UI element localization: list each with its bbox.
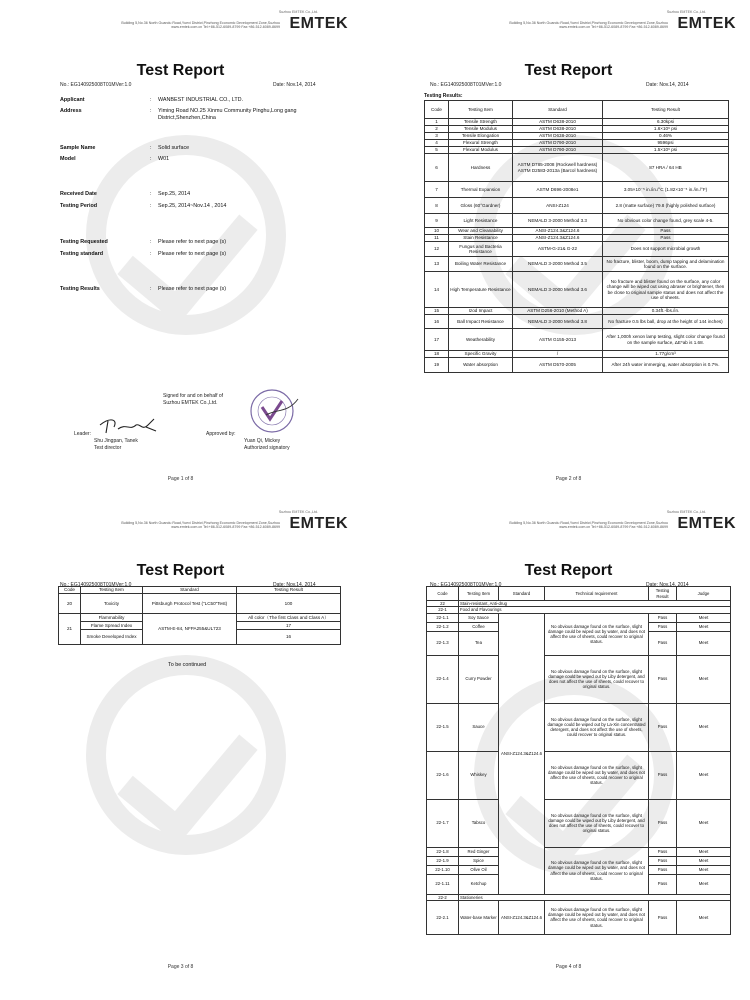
judge-cell: Meet (677, 622, 731, 631)
letterhead (103, 507, 348, 541)
result-cell: 1.77g/cm³ (603, 351, 729, 358)
signed-note: Signed for and on behalf of Suzhou EMTEK Co.,Ltd. (163, 393, 224, 406)
result-cell: Pass (649, 613, 677, 622)
report-number: No.: EG140925008T01MVer:1.0 (430, 582, 502, 588)
table-row (427, 799, 731, 847)
code-cell: 7 (425, 182, 449, 198)
code-cell: 19 (425, 358, 449, 373)
standard-cell: ASTM D790-2010 (513, 140, 603, 147)
standard-cell: ASTM D638-2010 (513, 119, 603, 126)
report-page-1 (8, 5, 353, 495)
judge-cell: Meet (677, 631, 731, 655)
result-cell: No fracture, blister, boom, dump tapping and delamination found on the surface. (603, 257, 729, 272)
standard-cell: ASTM D638-2010 (513, 126, 603, 133)
code-cell: 22 (427, 601, 459, 607)
results-table (424, 100, 729, 373)
item-cell: Weatherability (449, 329, 513, 351)
column-header: Code (425, 101, 449, 119)
report-title: Test Report (524, 562, 613, 579)
table-row (425, 315, 729, 329)
standard-cell: ASTM D785-2008 (Rockwell hardness) ASTM D2583-2013a (Barcol hardness) (513, 154, 603, 182)
report-page-4 (396, 505, 741, 995)
watermark-icon (86, 135, 286, 335)
column-header: Testing Item (459, 587, 499, 601)
table-header-row (425, 101, 729, 119)
item-cell: Specific Gravity (449, 351, 513, 358)
standard-row: Testing standard : Please refer to next page (s) (60, 251, 227, 257)
table-row (425, 358, 729, 373)
results-table (58, 586, 341, 645)
result-cell: Pass (603, 235, 729, 242)
table-row (427, 655, 731, 703)
report-title: Test Report (136, 562, 225, 579)
requirement-cell: No obvious damage found on the surface, slight damage could be wiped out by La-Xin concentrated detergent, and does not affect the use of sheets, could recover to original status. (545, 703, 649, 751)
item-cell: Gloss (60°Gardner) (449, 198, 513, 214)
table-row (427, 900, 731, 934)
column-header: Testing Result (649, 587, 677, 601)
code-cell: 1 (425, 119, 449, 126)
code-cell: 9 (425, 214, 449, 228)
standard-cell: ASTM D790-2010 (513, 147, 603, 154)
result-cell: Does not support microbial growth (603, 242, 729, 257)
requested-row: Testing Requested : Please refer to next page (s) (60, 239, 227, 245)
table-row (425, 272, 729, 308)
item-cell: Wear and Cleanability (449, 228, 513, 235)
table-row (425, 242, 729, 257)
item-cell: Stain Resistance (449, 235, 513, 242)
testing-results-label: Testing Results: (424, 93, 463, 99)
result-cell: Pass (649, 622, 677, 631)
standard-cell: ASTM-G-21& G-22 (513, 242, 603, 257)
code-cell: 22-1.4 (427, 655, 459, 703)
item-cell: Coffee (459, 622, 499, 631)
logo-subtitle: Suzhou EMTEK Co.,Ltd. (666, 510, 706, 514)
logo-subtitle: Suzhou EMTEK Co.,Ltd. (666, 10, 706, 14)
report-title: Test Report (136, 62, 225, 79)
table-row (425, 126, 729, 133)
standard-cell: ANSI-Z124.3&Z124.6 (513, 228, 603, 235)
table-row (425, 198, 729, 214)
code-cell: 3 (425, 133, 449, 140)
judge-cell: Meet (677, 655, 731, 703)
code-cell: 12 (425, 242, 449, 257)
column-header: Technical requirement (545, 587, 649, 601)
approved-signature-block: Yuan Qi, Mickey Authorized signatory (244, 438, 290, 451)
approved-label: Approved by: (206, 431, 236, 437)
item-cell: High Temperature Resistance (449, 272, 513, 308)
results-row: Testing Results : Please refer to next page (s) (60, 286, 227, 292)
table-row (425, 351, 729, 358)
column-header: Standard (513, 101, 603, 119)
requirement-cell: No obvious damage found on the surface, slight damage could be wiped out by water, and does not affect the use of sheets, could recover to original status. (545, 613, 649, 655)
item-cell: Red Ginger (459, 847, 499, 856)
report-number: No.: EG140925008T01MVer:1.0 (60, 582, 132, 588)
emtek-logo: EMTEK (289, 515, 348, 532)
table-row (427, 613, 731, 622)
item-cell: Sauce (459, 703, 499, 751)
standard-cell: NEMALD 3-2000 Method 3.5 (513, 257, 603, 272)
judge-cell: Meet (677, 865, 731, 874)
emtek-seal-icon (246, 387, 302, 435)
code-cell: 22-2.1 (427, 900, 459, 934)
item-cell: Water-base Marker (459, 900, 499, 934)
section-title: Stain-resistant, Anti-drug (459, 601, 731, 607)
code-cell: 4 (425, 140, 449, 147)
code-cell: 22-1.1 (427, 613, 459, 622)
judge-cell: Meet (677, 799, 731, 847)
table-row (427, 847, 731, 856)
column-header: Testing Item (449, 101, 513, 119)
standard-cell: NEMALD 3-2000 Method 3.8 (513, 315, 603, 329)
result-cell: Pass (603, 228, 729, 235)
table-header-row (427, 587, 731, 601)
column-header: Judge (677, 587, 731, 601)
received-row: Received Date : Sep.25, 2014 (60, 191, 191, 197)
result-cell: Pass (649, 856, 677, 865)
letterhead (491, 507, 736, 541)
standard-cell: / (513, 351, 603, 358)
leader-signature-icon (96, 413, 166, 435)
judge-cell: Meet (677, 847, 731, 856)
item-cell: Soy Sauce (459, 613, 499, 622)
result-cell: Pass (649, 631, 677, 655)
item-cell: Tensile Elongation (449, 133, 513, 140)
applicant-row: Applicant : WANBEST INDUSTRIAL CO., LTD. (60, 97, 244, 103)
letterhead-address: Building 5,No.36 North Guandu Road,Yuexi District,Pinzhong Economic Development Zone,Suzhou www.emtek.com.cn Tel:+86-512-6089-8799 Fax:+86-512-6089-8699 (509, 21, 668, 30)
result-cell: 87 HRA / 64 HB (603, 154, 729, 182)
result-cell: Pass (649, 751, 677, 799)
page-number: Page 3 of 8 (167, 964, 194, 970)
food-stain-table (426, 586, 731, 935)
table-row (425, 182, 729, 198)
standard-cell: NEMALD 3-2000 Method 3.6 (513, 272, 603, 308)
result-cell: 6.30kpsi (603, 119, 729, 126)
address-row-2: District,Shenzhen,China (158, 115, 216, 121)
column-header: Standard (499, 587, 545, 601)
judge-cell: Meet (677, 900, 731, 934)
requirement-cell: No obvious damage found on the surface, slight damage could be wiped out by water, and does not affect the use of sheets, could recover to original status. (545, 751, 649, 799)
standard-cell: ANSI-Z124 (513, 198, 603, 214)
item-cell: Olive Oil (459, 865, 499, 874)
report-title: Test Report (524, 62, 613, 79)
letterhead-address: Building 5,No.36 North Guandu Road,Yuexi District,Pinzhong Economic Development Zone,Suzhou www.emtek.com.cn Tel:+86-512-6089-8799 Fax:+86-512-6089-8699 (121, 521, 280, 530)
code-cell: 22-1.11 (427, 874, 459, 894)
code-cell: 11 (425, 235, 449, 242)
result-cell: No fracture 0.5 lbs ball, drop at the height of 144 inches) (603, 315, 729, 329)
item-cell: Spice (459, 856, 499, 865)
result-cell: 0.46% (603, 133, 729, 140)
item-cell: Flexural Strength (449, 140, 513, 147)
code-cell: 13 (425, 257, 449, 272)
report-page-2 (396, 5, 741, 495)
report-date: Date: Nov.14, 2014 (646, 582, 689, 588)
table-row (427, 751, 731, 799)
standard-cell: ANSI-Z124.3&Z124.6 (499, 900, 545, 934)
standard-cell: ASTM D638-2010 (513, 133, 603, 140)
standard-cell: NEMALD 3-2000 Method 3.3 (513, 214, 603, 228)
standard-cell: ASTM D256-2010 (Method A) (513, 308, 603, 315)
judge-cell: Meet (677, 613, 731, 622)
section-title: Stationeries (459, 894, 731, 900)
table-row: Flame Spread Index 17 (59, 622, 341, 630)
standard-cell: ANSI-Z124.3&Z124.6 (499, 613, 545, 894)
item-cell: Izod Impact (449, 308, 513, 315)
page-number: Page 2 of 8 (555, 476, 582, 482)
requirement-cell: No obvious damage found on the surface, slight damage could be wiped out by Liby detergent, and does not affect the use of sheets, could recover to original status. (545, 799, 649, 847)
report-number: No.: EG140925008T01MVer:1.0 (60, 82, 132, 88)
report-date: Date: Nov.14, 2014 (646, 82, 689, 88)
code-cell: 22-1.10 (427, 865, 459, 874)
sample-row: Sample Name : Solid surface (60, 145, 190, 151)
result-cell: No fracture and blister found on the surface, any color change will be wiped out using abraser or brightener, then be close to original sample status and does not affect the use of sheets. (603, 272, 729, 308)
code-cell: 5 (425, 147, 449, 154)
standard-cell: ASTM D570-2005 (513, 358, 603, 373)
item-cell: Light Resistance (449, 214, 513, 228)
judge-cell: Meet (677, 874, 731, 894)
requirement-cell: No obvious damage found on the surface, slight damage could be wiped out by water, and does not affect the use of sheets, could recover to original status. (545, 900, 649, 934)
emtek-logo: EMTEK (677, 15, 736, 32)
item-cell: Ball Impact Resistance (449, 315, 513, 329)
item-cell: Fungus and Bacteria Resistance (449, 242, 513, 257)
table-header-row: Code Testing Item Standard Testing Result (59, 587, 341, 594)
code-cell: 22-2 (427, 894, 459, 900)
result-cell: Pass (649, 847, 677, 856)
result-cell: After 24h water immerging, water absorption is 0.7%. (603, 358, 729, 373)
model-row: Model : W01 (60, 156, 170, 162)
emtek-logo: EMTEK (289, 15, 348, 32)
table-row: Smoke Developed Index 16 (59, 630, 341, 645)
letterhead-address: Building 5,No.36 North Guandu Road,Yuexi District,Pinzhong Economic Development Zone,Suzhou www.emtek.com.cn Tel:+86-512-6089-8799 Fax:+86-512-6089-8699 (509, 521, 668, 530)
result-cell: 9596psi (603, 140, 729, 147)
judge-cell: Meet (677, 703, 731, 751)
code-cell: 22-1.9 (427, 856, 459, 865)
code-cell: 18 (425, 351, 449, 358)
code-cell: 2 (425, 126, 449, 133)
code-cell: 16 (425, 315, 449, 329)
result-cell: 1.6×10⁶ psi (603, 126, 729, 133)
item-cell: Boiling Water Resistance (449, 257, 513, 272)
item-cell: Thermal Expansion (449, 182, 513, 198)
period-row: Testing Period : Sep.25, 2014~Nov.14 , 2014 (60, 203, 227, 209)
code-cell: 22-1.6 (427, 751, 459, 799)
code-cell: 10 (425, 228, 449, 235)
letterhead (103, 7, 348, 41)
logo-subtitle: Suzhou EMTEK Co.,Ltd. (278, 10, 318, 14)
item-cell: Water absorption (449, 358, 513, 373)
item-cell: Whiskey (459, 751, 499, 799)
result-cell: 3.05×10⁻⁵ in./in./°C (1.82×10⁻⁵ in./in./°F) (603, 182, 729, 198)
table-row (425, 235, 729, 242)
page-number: Page 1 of 8 (167, 476, 194, 482)
logo-subtitle: Suzhou EMTEK Co.,Ltd. (278, 510, 318, 514)
table-row (427, 703, 731, 751)
judge-cell: Meet (677, 856, 731, 865)
item-cell: Ketchup (459, 874, 499, 894)
result-cell: Pass (649, 799, 677, 847)
code-cell: 17 (425, 329, 449, 351)
requirement-cell: No obvious damage found on the surface, slight damage could be wiped out by Liby detergent, and does not affect the use of sheets, could recover to original status. (545, 655, 649, 703)
leader-signature-block: Shu Jingpan, Tanek Test director (94, 438, 138, 451)
letterhead-address: Building 5,No.36 North Guandu Road,Yuexi District,Pinzhong Economic Development Zone,Suzhou www.emtek.com.cn Tel:+86-512-6089-8799 Fax:+86-512-6089-8699 (121, 21, 280, 30)
table-row: 21 Flammability ASTM-E-84, NFPA255&UL723 All color（The first Class and Class A） (59, 614, 341, 622)
emtek-logo: EMTEK (677, 515, 736, 532)
column-header: Code (427, 587, 459, 601)
result-cell: No obvious color change found, grey scale 4-5. (603, 214, 729, 228)
result-cell: Pass (649, 865, 677, 874)
leader-label: Leader: (74, 431, 91, 437)
report-date: Date: Nov.14, 2014 (273, 82, 316, 88)
code-cell: 22-1.7 (427, 799, 459, 847)
result-cell: After 1,000h xenon lamp testing, slight color change found on the sample surface, ΔE*ab is 1.68. (603, 329, 729, 351)
code-cell: 22-1 (427, 607, 459, 613)
requirement-cell: No obvious damage found on the surface, slight damage could be wiped out by water, and does not affect the use of sheets, could recover to original status. (545, 847, 649, 894)
table-row (425, 147, 729, 154)
judge-cell: Meet (677, 751, 731, 799)
code-cell: 6 (425, 154, 449, 182)
code-cell: 15 (425, 308, 449, 315)
standard-cell: ANSI-Z124.3&Z124.6 (513, 235, 603, 242)
table-row: 20 Toxicity Pittsburgh Protocol Test ("LC50"Test) 100 (59, 594, 341, 614)
section-title: Food and Flavourings (459, 607, 731, 613)
item-cell: Hardness (449, 154, 513, 182)
item-cell: Flexural Modulus (449, 147, 513, 154)
address-row: Address : Yiming Road NO.25 Xinmu Community Pinghu,Long gang (60, 108, 297, 114)
code-cell: 22-1.3 (427, 631, 459, 655)
result-cell: Pass (649, 655, 677, 703)
code-cell: 14 (425, 272, 449, 308)
table-row (425, 154, 729, 182)
code-cell: 8 (425, 198, 449, 214)
table-row (425, 119, 729, 126)
item-cell: Tensile Strength (449, 119, 513, 126)
item-cell: Tea (459, 631, 499, 655)
table-row (425, 140, 729, 147)
result-cell: 0.34ft.-lbs./in. (603, 308, 729, 315)
result-cell: Pass (649, 703, 677, 751)
table-row (425, 257, 729, 272)
letterhead (491, 7, 736, 41)
continued-note: To be continued (168, 662, 207, 668)
report-date: Date: Nov.14, 2014 (273, 582, 316, 588)
table-row (425, 228, 729, 235)
item-cell: Tabsco (459, 799, 499, 847)
result-cell: 2.8 (matte surface) 79.8 (highly polished surface) (603, 198, 729, 214)
result-cell: Pass (649, 900, 677, 934)
code-cell: 22-1.5 (427, 703, 459, 751)
result-cell: Pass (649, 874, 677, 894)
watermark-icon (86, 655, 286, 855)
report-page-3 (8, 505, 353, 995)
table-row (425, 214, 729, 228)
column-header: Testing Result (603, 101, 729, 119)
result-cell: 1.5×10⁶ psi (603, 147, 729, 154)
standard-cell: ASTM D696-2008e1 (513, 182, 603, 198)
item-cell: Curry Powder (459, 655, 499, 703)
table-row (425, 308, 729, 315)
standard-cell: ASTM G155-2013 (513, 329, 603, 351)
table-row (425, 329, 729, 351)
code-cell: 22-1.2 (427, 622, 459, 631)
item-cell: Tensile Modulus (449, 126, 513, 133)
page-number: Page 4 of 8 (555, 964, 582, 970)
report-number: No.: EG140925008T01MVer:1.0 (430, 82, 502, 88)
table-row (425, 133, 729, 140)
code-cell: 22-1.8 (427, 847, 459, 856)
